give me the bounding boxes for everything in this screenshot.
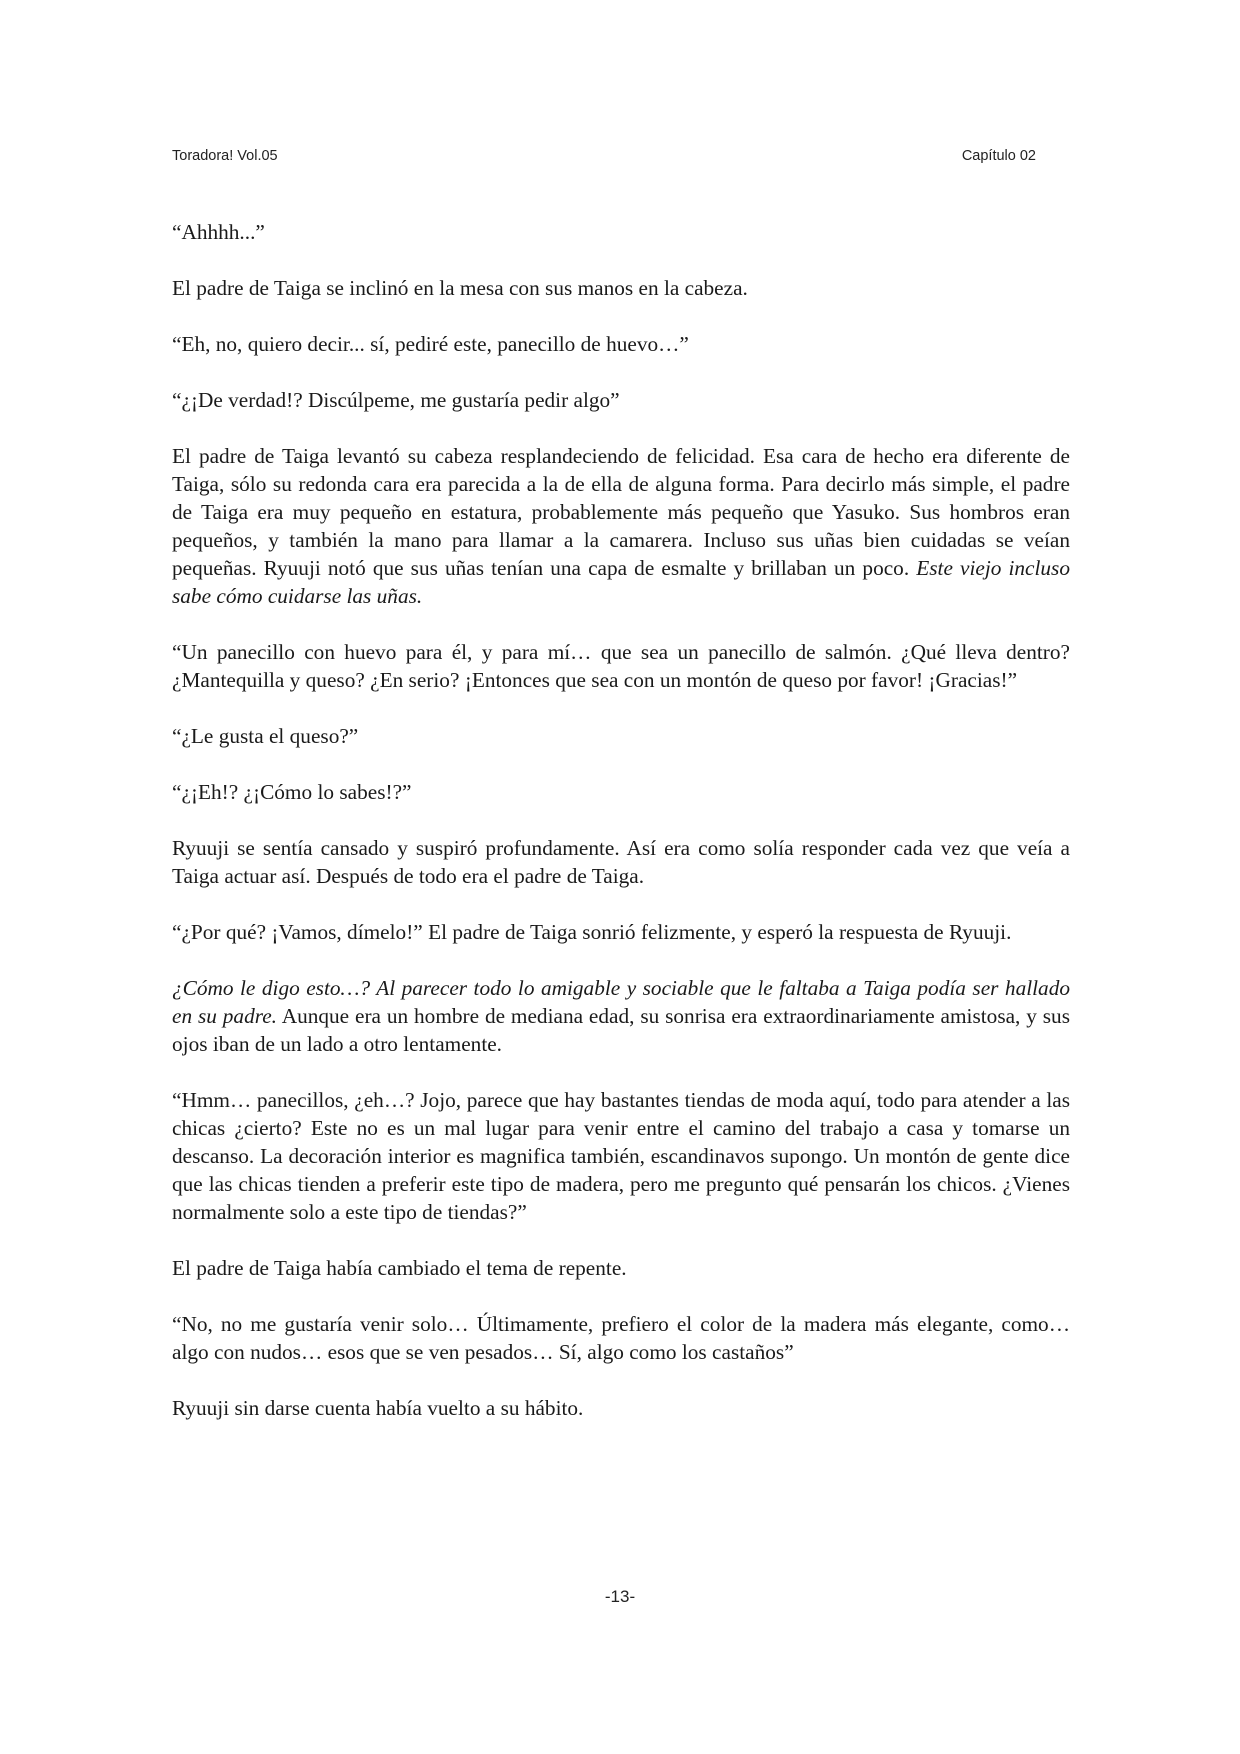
paragraph: “¿Le gusta el queso?”	[172, 724, 359, 748]
paragraph	[172, 442, 1070, 610]
paragraph: “Hmm… panecillos, ¿eh…? Jojo, parece que hay bastantes tiendas de moda aquí, todo para atender a las chicas ¿cierto? Este no es un mal lugar para venir entre el camino del trabajo a casa y tomarse un descanso. La decoración interior es magnifica también, escandinavos supongo. Un montón de gente dice que las chicas tienden a preferir este tipo de madera, pero me pregunto qué pensarán los chicos. ¿Vienes normalmente solo a este tipo de tiendas?”	[172, 1088, 1070, 1224]
paragraph: Ryuuji se sentía cansado y suspiró profundamente. Así era como solía responder cada vez que veía a Taiga actuar así. Después de todo era el padre de Taiga.	[172, 836, 1070, 888]
paragraph-italic-thought: ¿Cómo le digo esto…? Al parecer todo lo amigable y sociable que le faltaba a Taiga podía ser hallado en su padre.	[172, 976, 1070, 1028]
paragraph: Ryuuji sin darse cuenta había vuelto a su hábito.	[172, 1396, 584, 1420]
page-footer	[0, 1587, 1240, 1607]
paragraph: “¿Por qué? ¡Vamos, dímelo!” El padre de Taiga sonrió felizmente, y esperó la respuesta de Ryuuji.	[172, 920, 1012, 944]
page-body	[172, 218, 1070, 1450]
header-book-title: Toradora! Vol.05	[172, 148, 278, 164]
paragraph: “¿¡Eh!? ¿¡Cómo lo sabes!?”	[172, 780, 412, 804]
paragraph: El padre de Taiga había cambiado el tema de repente.	[172, 1256, 627, 1280]
paragraph: “No, no me gustaría venir solo… Últimamente, prefiero el color de la madera más elegante, como… algo con nudos… esos que se ven pesados… Sí, algo como los castaños”	[172, 1312, 1070, 1364]
paragraph: “Un panecillo con huevo para él, y para mí… que sea un panecillo de salmón. ¿Qué lleva dentro? ¿Mantequilla y queso? ¿En serio? ¡Entonces que sea con un montón de queso por favor! ¡Gracias!”	[172, 640, 1070, 692]
paragraph-text: El padre de Taiga levantó su cabeza resplandeciendo de felicidad. Esa cara de hecho era diferente de Taiga, sólo su redonda cara era parecida a la de ella de alguna forma. Para decirlo más simple, el padre de Taiga era muy pequeño en estatura, probablemente más pequeño que Yasuko. Sus hombros eran pequeños, y también la mano para llamar a la camarera. Incluso sus uñas bien cuidadas se veían pequeñas. Ryuuji notó que sus uñas tenían una capa de esmalte y brillaban un poco.	[172, 444, 1070, 580]
paragraph	[172, 974, 1070, 1058]
paragraph: “Eh, no, quiero decir... sí, pediré este, panecillo de huevo…”	[172, 332, 689, 356]
page-number: -13-	[604, 1587, 636, 1606]
paragraph-text: Aunque era un hombre de mediana edad, su sonrisa era extraordinariamente amistosa, y sus ojos iban de un lado a otro lentamente.	[172, 1004, 1070, 1056]
paragraph: “Ahhhh...”	[172, 220, 265, 244]
header-chapter: Capítulo 02	[961, 148, 1036, 164]
paragraph: El padre de Taiga se inclinó en la mesa con sus manos en la cabeza.	[172, 276, 748, 300]
paragraph: “¿¡De verdad!? Discúlpeme, me gustaría pedir algo”	[172, 388, 620, 412]
paragraph-italic-thought: Este viejo incluso sabe cómo cuidarse las uñas.	[172, 556, 1070, 608]
